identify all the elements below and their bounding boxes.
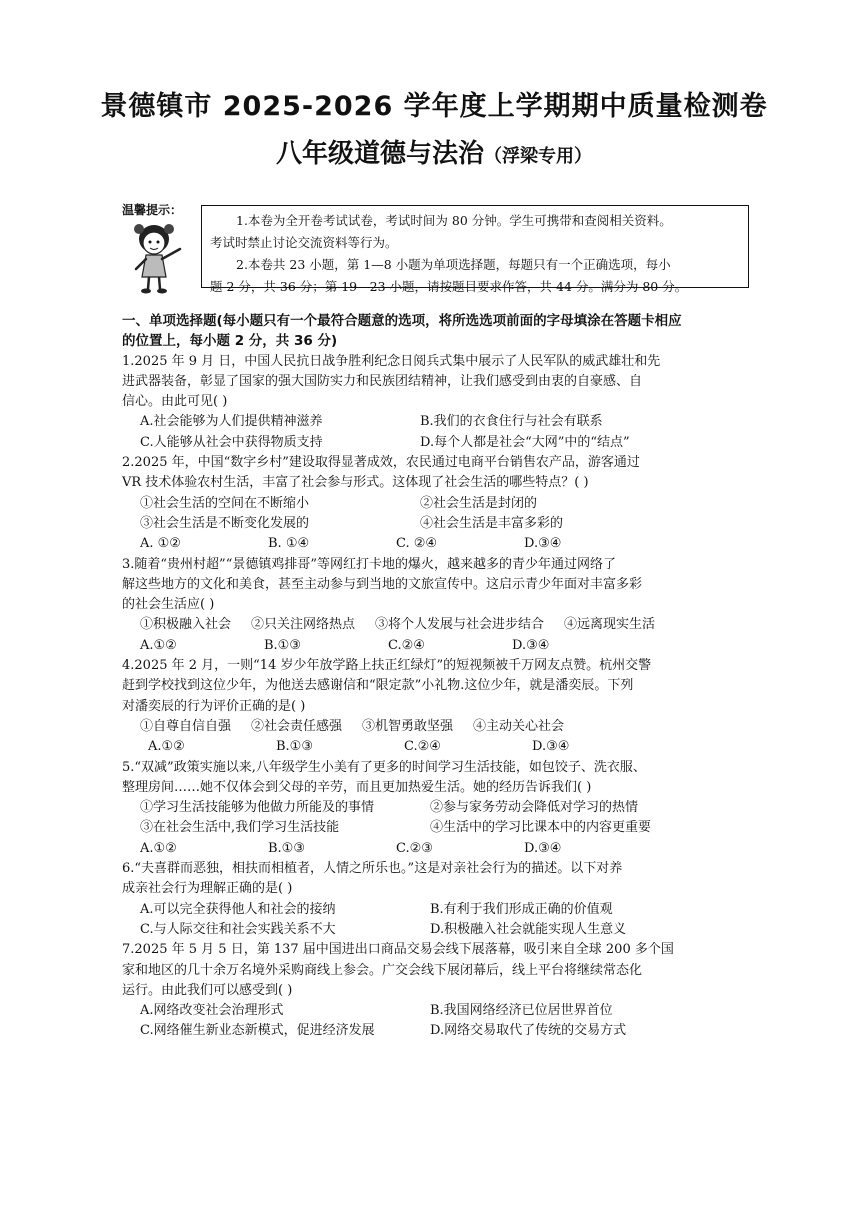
option-row [122, 1001, 754, 1021]
option: C.②③ [396, 840, 433, 856]
statement: ①学习生活技能够为他做力所能及的事情 [140, 800, 375, 816]
statement-row [122, 818, 754, 838]
statement: ①社会生活的空间在不断缩小 [140, 495, 310, 511]
question-stem: 的社会生活应( ) [122, 597, 215, 613]
option: B.①③ [268, 840, 305, 856]
statement: ③在社会生活中,我们学习生活技能 [140, 820, 340, 836]
question-stem: 赶到学校找到这位少年，为他送去感谢信和“限定款”小礼物.这位少年，就是潘奕辰。下列 [122, 678, 634, 694]
statement: ③社会生活是不断变化发展的 [140, 515, 310, 531]
option: C.②④ [404, 739, 441, 755]
statement-row [122, 717, 754, 737]
question-stem: 运行。由此我们可以感受到( ) [122, 982, 293, 998]
question-stem: VR 技术体验农村生活，丰富了社会参与形式。这体现了社会生活的哪些特点？( ) [122, 475, 589, 491]
option: C.人能够从社会中获得物质支持 [140, 434, 323, 450]
option: B.我国网络经济已位居世界首位 [430, 1003, 613, 1019]
option: C.网络催生新业态新模式，促进经济发展 [140, 1023, 375, 1039]
option: B.①③ [264, 637, 301, 653]
option: D.③④ [512, 637, 550, 653]
question-section [122, 311, 754, 1042]
option-row [122, 737, 754, 757]
option: A. ①② [140, 536, 181, 552]
option-row [122, 900, 754, 920]
option-row [122, 636, 754, 656]
statement: ④主动关心社会 [473, 718, 565, 734]
exam-subject [0, 133, 868, 170]
question-stem: 成亲社会行为理解正确的是( ) [122, 881, 293, 897]
option: B. ①④ [268, 536, 310, 552]
notice-line-3: 2.本卷共 23 小题，第 1—8 小题为单项选择题，每题只有一个正确选项，每小 [236, 257, 671, 272]
question-stem: 4.2025 年 2 月，一则“14 岁少年放学路上扶正红绿灯”的短视频被千万网友点赞。杭州交警 [122, 658, 652, 674]
option-row [122, 433, 754, 453]
question-stem: 6.“夫喜群而恶独，相扶而相植者，人情之所乐也。”这是对亲社会行为的描述。以下对养 [122, 861, 623, 877]
statement-row [122, 494, 754, 514]
subject-note: （浮梁专用） [484, 146, 592, 167]
option-row [122, 412, 754, 432]
option: A.①② [148, 739, 185, 755]
statement: ②社会责任感强 [251, 718, 343, 734]
option: B.有利于我们形成正确的价值观 [430, 901, 613, 917]
question-stem: 1.2025 年 9 月 日，中国人民抗日战争胜利纪念日阅兵式集中展示了人民军队的威武雄壮和先 [122, 353, 661, 369]
option-row [122, 534, 754, 554]
question-stem: 整理房间……她不仅体会到父母的辛劳，而且更加热爱生活。她的经历告诉我们( ) [122, 779, 592, 795]
question-stem: 解这些地方的文化和美食，甚至主动参与到当地的文旅宣传中。这启示青少年面对丰富多彩 [122, 576, 643, 592]
question-stem: 3.随着“贵州村超”“景德镇鸡排哥”等网红打卡地的爆火，越来越多的青少年通过网络了 [122, 556, 616, 572]
statement: ②社会生活是封闭的 [420, 495, 538, 511]
option-row [122, 920, 754, 940]
option: C.与人际交往和社会实践关系不大 [140, 921, 336, 937]
cartoon-girl-illustration [124, 219, 198, 297]
question-stem: 家和地区的几十余万名境外采购商线上参会。广交会线下展闭幕后，线上平台将继续常态化 [122, 962, 643, 978]
option-row [122, 839, 754, 859]
statement: ②参与家务劳动会降低对学习的热情 [430, 800, 639, 816]
statement: ④社会生活是丰富多彩的 [420, 515, 564, 531]
question-stem: 5.“双减”政策实施以来,八年级学生小美有了更多的时间学习生活技能，如包饺子、洗衣服、 [122, 759, 646, 775]
question-stem: 进武器装备，彰显了国家的强大国防实力和民族团结精神，让我们感受到由衷的自豪感、自 [122, 373, 643, 389]
statement: ①积极融入社会 [140, 617, 232, 633]
option: A.网络改变社会治理形式 [140, 1003, 284, 1019]
option: A.可以完全获得他人和社会的接纳 [140, 901, 336, 917]
option: D.网络交易取代了传统的交易方式 [430, 1023, 627, 1039]
statement: ②只关注网络热点 [251, 617, 356, 633]
statement-row [122, 615, 754, 635]
statement: ①自尊自信自强 [140, 718, 232, 734]
exam-title: 景德镇市 2025-2026 学年度上学期期中质量检测卷 [100, 91, 768, 122]
option: A.社会能够为人们提供精神滋养 [140, 414, 323, 430]
question-stem: 2.2025 年，中国“数字乡村”建设取得显著成效，农民通过电商平台销售农产品，游客通过 [122, 455, 640, 471]
option: A.①② [140, 637, 177, 653]
notice-label: 温馨提示： [122, 203, 183, 217]
statement: ④生活中的学习比课本中的内容更重要 [430, 820, 652, 836]
section-heading-cont: 的位置上，每小题 2 分，共 36 分) [122, 333, 338, 350]
notice-line-2: 考试时禁止讨论交流资料等行为。 [210, 235, 398, 250]
statement-row [122, 514, 754, 534]
question-stem: 信心。由此可见( ) [122, 394, 228, 410]
option: B.我们的衣食住行与社会有联系 [420, 414, 603, 430]
option: D.③④ [532, 739, 570, 755]
notice-box [201, 205, 749, 294]
option: C. ②④ [396, 536, 438, 552]
option-row [122, 1021, 754, 1041]
statement: ④远离现实生活 [564, 617, 656, 633]
statement: ③将个人发展与社会进步结合 [375, 617, 545, 633]
subject-name: 八年级道德与法治 [275, 139, 484, 169]
question-stem: 对潘奕辰的行为评价正确的是( ) [122, 698, 306, 714]
option: C.②④ [388, 637, 425, 653]
option: B.①③ [276, 739, 313, 755]
notice-line-1: 1.本卷为全开卷考试试卷，考试时间为 80 分钟。学生可携带和查阅相关资料。 [236, 213, 672, 228]
section-heading: 一、单项选择题(每小题只有一个最符合题意的选项，将所选选项前面的字母填涂在答题卡相应 [122, 313, 682, 329]
option: D.积极融入社会就能实现人生意义 [430, 921, 627, 937]
notice-line-4: 题 2 分，共 36 分；第 19—23 小题，请按题目要求作答，共 44 分。满分为 80 分。 [210, 279, 688, 294]
option: A.①② [140, 840, 177, 856]
option: D.③④ [524, 840, 562, 856]
statement: ③机智勇敢坚强 [362, 718, 454, 734]
statement-row [122, 798, 754, 818]
question-stem: 7.2025 年 5 月 5 日，第 137 届中国进出口商品交易会线下展落幕，吸引来自全球 200 多个国 [122, 942, 674, 958]
option: D.③④ [524, 536, 562, 552]
option: D.每个人都是社会“大网”中的“结点” [420, 434, 630, 450]
